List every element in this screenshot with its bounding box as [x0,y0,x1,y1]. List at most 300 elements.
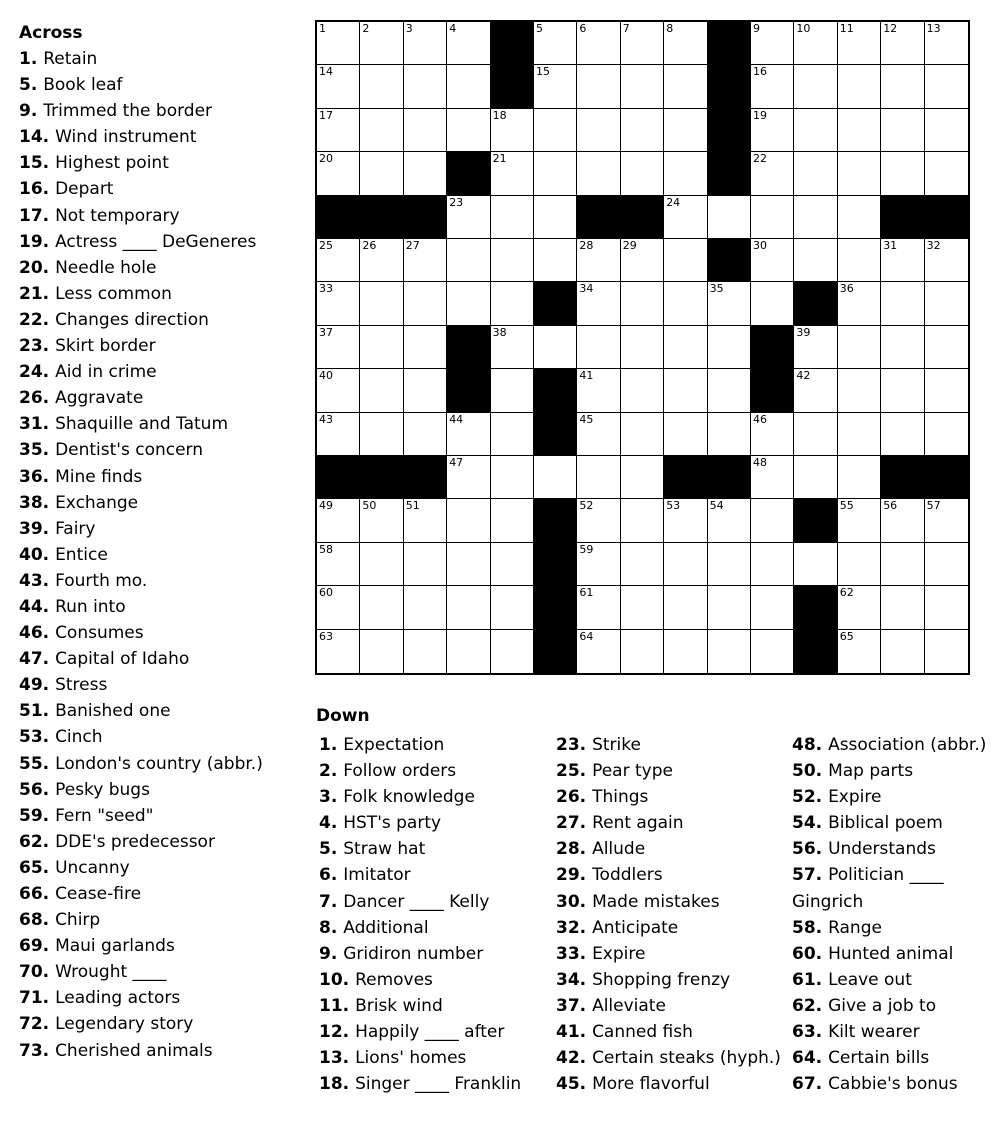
grid-cell[interactable] [794,543,837,586]
black-square [360,456,403,499]
grid-cell[interactable] [447,109,490,152]
clue-number: 7 [319,891,331,912]
clue-item: 23. Skirt border [19,336,156,357]
clue-text: Certain bills [828,1048,930,1069]
grid-cell[interactable] [838,456,881,499]
clue-item: 41. Canned fish [556,1022,693,1043]
clue-item: 67. Cabbie's bonus [792,1074,958,1095]
grid-cell[interactable] [664,543,707,586]
clue-text: Chirp [55,910,101,931]
grid-cell[interactable] [708,326,751,369]
grid-cell[interactable] [664,586,707,629]
grid-cell[interactable] [751,499,794,542]
clue-text: Needle hole [55,257,157,278]
grid-cell[interactable] [794,152,837,195]
grid-cell[interactable] [708,369,751,412]
cell-number: 29 [622,239,637,252]
grid-cell[interactable] [577,65,620,108]
grid-cell[interactable] [360,326,403,369]
grid-cell[interactable] [317,239,360,282]
grid-cell[interactable] [621,369,664,412]
grid-cell[interactable] [317,543,360,586]
clue-text: Rent again [592,813,684,834]
grid-cell[interactable] [534,152,577,195]
grid-cell[interactable] [794,456,837,499]
grid-cell[interactable] [838,65,881,108]
grid-cell[interactable] [447,456,490,499]
cell-number: 54 [709,499,724,513]
grid-cell[interactable] [751,543,794,586]
clue-item: 64. Certain bills [792,1048,930,1069]
grid-cell[interactable] [881,65,924,108]
clue-item: 51. Banished one [19,701,171,722]
grid-cell[interactable] [881,499,924,542]
clue-number: 10 [319,969,343,990]
grid-cell[interactable] [491,109,534,152]
grid-cell[interactable] [404,499,447,542]
grid-cell[interactable] [794,65,837,108]
grid-cell[interactable] [881,543,924,586]
clue-item: 69. Maui garlands [19,936,175,957]
grid-cell[interactable] [881,282,924,325]
grid-cell[interactable] [925,369,968,412]
clue-number: 70 [19,962,43,983]
grid-cell[interactable] [577,22,620,65]
grid-cell[interactable] [621,499,664,542]
grid-cell[interactable] [404,369,447,412]
grid-cell[interactable] [491,326,534,369]
grid-cell[interactable] [708,543,751,586]
clue-text: Less common [55,283,172,304]
grid-cell[interactable] [664,282,707,325]
grid-cell[interactable] [925,586,968,629]
grid-cell[interactable] [925,543,968,586]
clue-text: Pear type [592,761,673,782]
black-square [447,152,490,195]
grid-cell[interactable] [317,65,360,108]
grid-cell[interactable] [621,326,664,369]
clue-number: 15 [19,153,43,174]
grid-cell[interactable] [360,369,403,412]
grid-cell[interactable] [881,326,924,369]
grid-cell[interactable] [925,152,968,195]
cell-number: 35 [709,282,724,296]
clue-number: 23 [556,735,580,755]
grid-cell[interactable] [664,196,707,239]
grid-cell[interactable] [838,196,881,239]
grid-cell[interactable] [664,369,707,412]
clue-number: 21 [19,283,43,304]
grid-cell[interactable] [491,543,534,586]
black-square [794,630,837,673]
grid-cell[interactable] [404,630,447,673]
clue-item: 56. Understands [792,839,936,860]
clue-number: 43 [19,570,43,591]
grid-cell[interactable] [534,65,577,108]
clue-item: 13. Lions' homes [319,1048,467,1069]
clue-text: Uncanny [55,857,130,878]
clue-item: 10. Removes [319,969,433,990]
grid-cell[interactable] [621,456,664,499]
clue-item: 28. Allude [556,839,646,860]
grid-cell[interactable] [925,499,968,542]
grid-cell[interactable] [447,413,490,456]
grid-cell[interactable] [925,239,968,282]
grid-cell[interactable] [664,239,707,282]
grid-cell[interactable] [491,369,534,412]
grid-cell[interactable] [577,369,620,412]
grid-cell[interactable] [751,630,794,673]
black-square [708,239,751,282]
clue-number: 16 [19,179,43,200]
grid-cell[interactable] [838,586,881,629]
clue-text: Not temporary [55,205,180,226]
grid-cell[interactable] [708,630,751,673]
grid-cell[interactable] [751,413,794,456]
clue-text: Exchange [55,492,139,513]
grid-cell[interactable] [534,326,577,369]
grid-cell[interactable] [447,196,490,239]
grid-cell[interactable] [317,22,360,65]
clue-number: 72 [19,1014,43,1035]
grid-cell[interactable] [751,586,794,629]
grid-cell[interactable] [881,369,924,412]
grid-cell[interactable] [360,65,403,108]
grid-cell[interactable] [838,413,881,456]
grid-cell[interactable] [577,109,620,152]
grid-cell[interactable] [751,196,794,239]
cell-number: 31 [883,239,898,252]
black-square [447,326,490,369]
grid-cell[interactable] [838,543,881,586]
clue-item: 4. HST's party [319,813,442,834]
clue-number: 20 [19,257,43,278]
grid-cell[interactable] [447,543,490,586]
clue-text: HST's party [343,813,442,834]
grid-cell[interactable] [317,630,360,673]
clue-number: 14 [19,127,43,148]
cell-number: 56 [883,499,898,513]
grid-cell[interactable] [317,586,360,629]
clue-text: Happily ____ after [355,1022,505,1043]
grid-cell[interactable] [621,282,664,325]
grid-cell[interactable] [881,109,924,152]
clue-text: Canned fish [592,1022,693,1043]
clue-number: 55 [19,753,43,774]
clue-text: Leave out [828,969,912,990]
black-square [925,196,968,239]
grid-cell[interactable] [360,413,403,456]
grid-cell[interactable] [534,239,577,282]
grid-cell[interactable] [708,196,751,239]
grid-cell[interactable] [838,369,881,412]
grid-cell[interactable] [577,239,620,282]
grid-cell[interactable] [794,239,837,282]
grid-cell[interactable] [794,413,837,456]
grid-cell[interactable] [708,499,751,542]
clue-item: 9. Gridiron number [319,943,484,964]
grid-cell[interactable] [577,543,620,586]
grid-cell[interactable] [751,65,794,108]
grid-cell[interactable] [491,499,534,542]
down-heading: Down [316,706,370,726]
grid-cell[interactable] [447,282,490,325]
clue-number: 47 [19,649,43,670]
clue-number: 26 [556,787,580,808]
grid-cell[interactable] [360,630,403,673]
grid-cell[interactable] [751,109,794,152]
grid-cell[interactable] [447,22,490,65]
grid-cell[interactable] [621,65,664,108]
black-square [794,282,837,325]
cell-number: 64 [579,629,594,643]
grid-cell[interactable] [881,586,924,629]
grid-cell[interactable] [664,152,707,195]
grid-cell[interactable] [708,413,751,456]
grid-cell[interactable] [404,152,447,195]
black-square [534,282,577,325]
grid-cell[interactable] [621,152,664,195]
clue-text: Skirt border [55,336,156,357]
grid-cell[interactable] [881,239,924,282]
clue-item: 11. Brisk wind [319,995,443,1016]
clue-number: 67 [792,1074,816,1095]
grid-cell[interactable] [708,586,751,629]
grid-cell[interactable] [447,239,490,282]
grid-cell[interactable] [664,326,707,369]
clue-text: Removes [355,969,433,990]
clue-item: 55. London's country (abbr.) [19,753,263,774]
grid-cell[interactable] [838,326,881,369]
clue-item: 44. Run into [19,596,126,617]
clue-item: 56. Pesky bugs [19,779,150,800]
clue-text: Wrought ____ [55,962,167,983]
cell-number: 33 [319,282,333,296]
grid-cell[interactable] [664,630,707,673]
clue-number: 35 [19,440,43,461]
grid-cell[interactable] [881,413,924,456]
grid-cell[interactable] [838,152,881,195]
clue-number: 30 [556,891,580,912]
grid-cell[interactable] [838,239,881,282]
grid-cell[interactable] [317,152,360,195]
clue-number: 11 [319,995,343,1016]
grid-cell[interactable] [534,196,577,239]
clue-item: 40. Entice [19,544,108,565]
clue-item: 65. Uncanny [19,857,130,878]
grid-cell[interactable] [838,630,881,673]
clue-number: 59 [19,805,43,826]
grid-cell[interactable] [577,282,620,325]
clue-number: 4 [319,813,331,834]
grid-cell[interactable] [317,109,360,152]
black-square [404,196,447,239]
grid-cell[interactable] [925,630,968,673]
grid-cell[interactable] [708,282,751,325]
grid-cell[interactable] [577,152,620,195]
grid-cell[interactable] [621,586,664,629]
grid-cell[interactable] [317,369,360,412]
grid-cell[interactable] [534,109,577,152]
grid-cell[interactable] [447,586,490,629]
grid-cell[interactable] [925,326,968,369]
grid-cell[interactable] [621,239,664,282]
grid-cell[interactable] [491,413,534,456]
cell-number: 19 [753,108,767,122]
grid-cell[interactable] [404,586,447,629]
cell-number: 55 [839,499,854,513]
grid-cell[interactable] [404,109,447,152]
grid-cell[interactable] [317,499,360,542]
clue-text: Biblical poem [828,813,943,834]
clue-item: 48. Association (abbr.) [792,735,987,755]
grid-cell[interactable] [404,413,447,456]
grid-cell[interactable] [881,22,924,65]
clue-text: Politician ____ Gingrich [792,865,944,912]
grid-cell[interactable] [491,152,534,195]
grid-cell[interactable] [794,326,837,369]
clue-text: Fern "seed" [55,805,154,826]
grid-cell[interactable] [360,586,403,629]
down-clues-column-3 [792,732,988,1097]
clue-text: Cinch [55,727,103,748]
clue-item: 27. Rent again [556,813,684,834]
grid-cell[interactable] [491,282,534,325]
grid-cell[interactable] [664,499,707,542]
grid-cell[interactable] [881,152,924,195]
grid-cell[interactable] [360,499,403,542]
clue-text: Depart [55,179,114,200]
grid-cell[interactable] [664,109,707,152]
clue-number: 32 [556,917,580,938]
black-square [534,543,577,586]
clue-text: Dentist's concern [55,440,204,461]
grid-cell[interactable] [925,22,968,65]
grid-cell[interactable] [491,239,534,282]
grid-cell[interactable] [447,499,490,542]
clue-text: Folk knowledge [343,787,475,808]
grid-cell[interactable] [577,456,620,499]
grid-cell[interactable] [491,586,534,629]
grid-cell[interactable] [317,413,360,456]
grid-cell[interactable] [621,22,664,65]
grid-cell[interactable] [404,65,447,108]
down-clues-column-1 [319,732,551,1097]
clue-text: Actress ____ DeGeneres [55,231,257,252]
grid-cell[interactable] [751,22,794,65]
clue-text: Entice [55,544,108,565]
clue-text: Kilt wearer [828,1022,920,1043]
grid-cell[interactable] [838,499,881,542]
grid-cell[interactable] [577,499,620,542]
grid-cell[interactable] [360,152,403,195]
grid-cell[interactable] [404,326,447,369]
grid-cell[interactable] [925,413,968,456]
grid-cell[interactable] [360,22,403,65]
grid-cell[interactable] [534,456,577,499]
grid-cell[interactable] [491,196,534,239]
grid-cell[interactable] [751,282,794,325]
grid-cell[interactable] [621,630,664,673]
black-square [577,196,620,239]
grid-cell[interactable] [404,282,447,325]
cell-number: 45 [579,412,594,426]
grid-cell[interactable] [317,326,360,369]
clue-number: 37 [556,995,580,1016]
clue-item: 24. Aid in crime [19,362,157,383]
grid-cell[interactable] [360,109,403,152]
clue-item: 54. Biblical poem [792,813,943,834]
grid-cell[interactable] [838,109,881,152]
grid-cell[interactable] [577,630,620,673]
grid-cell[interactable] [751,456,794,499]
grid-cell[interactable] [404,239,447,282]
black-square [708,456,751,499]
cell-number: 63 [319,629,333,643]
grid-cell[interactable] [751,152,794,195]
grid-cell[interactable] [925,65,968,108]
grid-cell[interactable] [838,282,881,325]
grid-cell[interactable] [534,22,577,65]
grid-cell[interactable] [447,630,490,673]
grid-cell[interactable] [794,22,837,65]
clue-text: Leading actors [55,988,181,1009]
clue-item: 33. Expire [556,943,646,964]
grid-cell[interactable] [404,22,447,65]
grid-cell[interactable] [881,630,924,673]
clue-number: 57 [792,865,816,886]
grid-cell[interactable] [794,369,837,412]
cell-number: 4 [449,22,457,35]
grid-cell[interactable] [621,543,664,586]
cell-number: 14 [319,65,333,79]
clue-item: 61. Leave out [792,969,912,990]
grid-cell[interactable] [794,109,837,152]
clue-text: Hunted animal [828,943,954,964]
grid-cell[interactable] [360,239,403,282]
grid-cell[interactable] [925,109,968,152]
clue-item: 58. Range [792,917,882,938]
grid-cell[interactable] [360,543,403,586]
grid-cell[interactable] [404,543,447,586]
grid-cell[interactable] [925,282,968,325]
grid-cell[interactable] [621,413,664,456]
grid-cell[interactable] [491,456,534,499]
grid-cell[interactable] [317,282,360,325]
clue-number: 56 [792,839,816,860]
grid-cell[interactable] [794,196,837,239]
grid-cell[interactable] [664,22,707,65]
grid-cell[interactable] [447,65,490,108]
grid-cell[interactable] [491,630,534,673]
grid-cell[interactable] [664,65,707,108]
grid-cell[interactable] [577,586,620,629]
clue-number: 24 [19,362,43,383]
grid-cell[interactable] [577,326,620,369]
clue-item: 2. Follow orders [319,761,457,782]
grid-cell[interactable] [838,22,881,65]
grid-cell[interactable] [751,239,794,282]
grid-cell[interactable] [664,413,707,456]
clue-text: Retain [43,49,98,69]
grid-cell[interactable] [360,282,403,325]
clue-item: 8. Additional [319,917,429,938]
grid-cell[interactable] [577,413,620,456]
grid-cell[interactable] [621,109,664,152]
clue-text: Pesky bugs [55,779,150,800]
black-square [317,456,360,499]
clue-item: 42. Certain steaks (hyph.) [556,1048,781,1069]
